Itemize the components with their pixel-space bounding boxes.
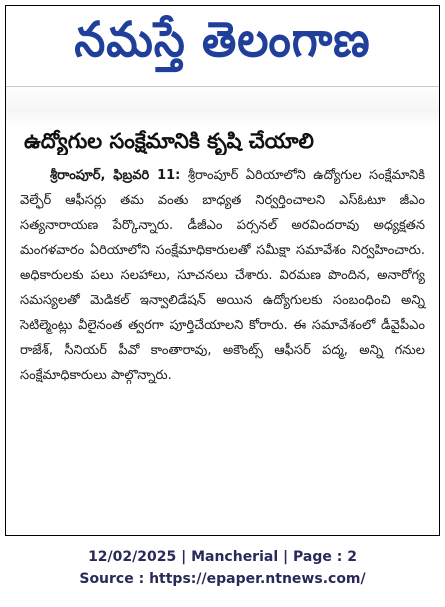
article-headline: ఉద్యోగుల సంక్షేమానికి కృషి చేయాలి — [24, 129, 314, 153]
footer-source: Source : https://epaper.ntnews.com/ — [79, 571, 366, 587]
masthead-divider — [6, 86, 439, 127]
news-clipping — [5, 5, 440, 536]
article-body-text: శ్రీరాంపూర్ ఏరియాలోని ఉద్యోగుల సంక్షేమానికి వెల్ఫేర్ ఆఫీసర్లు తమ వంతు బాధ్యత నిర్వర్తించాలని ఎస్ఓటూ జీఎం సత్యనారాయణ పేర్కొన్నారు. డీజీఎం పర్సనల్ అరవిందరావు అధ్యక్షతన మంగళవారం ఏరియాలోని సంక్షేమాధికారులతో సమీక్షా సమావేశం నిర్వహించారు. అధికారులకు పలు సలహాలు, సూచనలు చేశారు. విరమణ పొందిన, అనారోగ్య సమస్యలతో మెడికల్ ఇన్వాలిడేషన్ అయిన ఉద్యోగులకు సంబంధించి అన్ని సెటిల్మెంట్లు వీలైనంత త్వరగా పూర్తిచేయాలని కోరారు. ఈ సమావేశంలో డీవైపీఎం రాజేశ్, సీనియర్ పీవో కాంతారావు, అకౌంట్స్ ఆఫీసర్ పద్మ, అన్ని గనుల సంక్షేమాధికారులు పాల్గొన్నారు. — [20, 168, 425, 383]
clipping-footer — [0, 546, 445, 590]
masthead-logo: నమస్తే తెలంగాణ — [74, 11, 371, 68]
newspaper-masthead — [6, 6, 439, 86]
footer-date-edition: 12/02/2025 | Mancherial | Page : 2 — [88, 549, 357, 565]
article-dateline: శ్రీరాంపూర్, ఫిబ్రవరి 11: — [50, 168, 181, 183]
article — [6, 127, 439, 388]
article-body — [20, 163, 425, 388]
